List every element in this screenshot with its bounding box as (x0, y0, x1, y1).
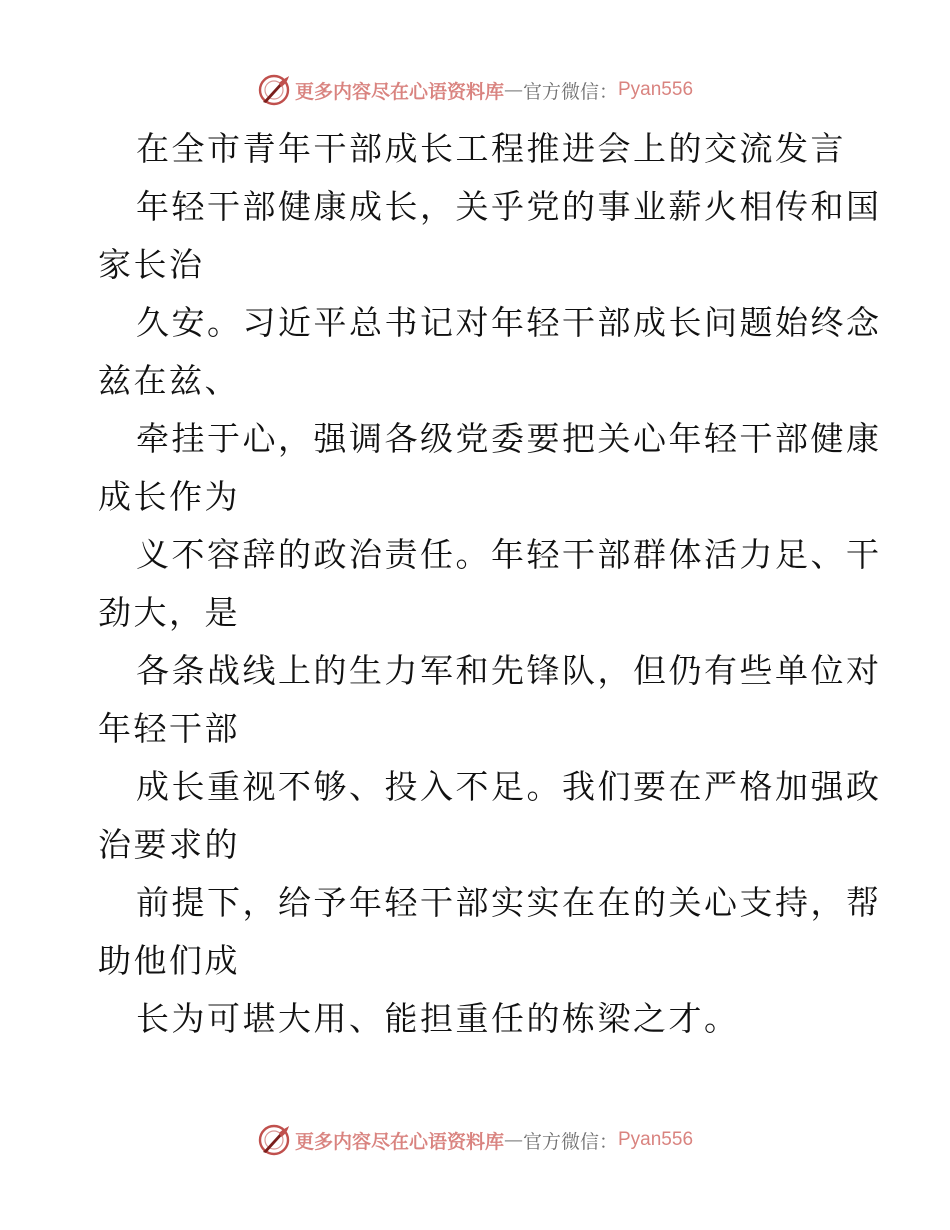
watermark-separator: — (503, 79, 523, 101)
watermark-wechat-label: 官方微信： (522, 1130, 618, 1153)
body-line: 劲大，是 (98, 593, 240, 632)
body-line: 年轻干部健康成长，关乎党的事业薪火相传和国 (136, 187, 882, 226)
header-watermark (0, 70, 950, 110)
body-line: 各条战线上的生力军和先锋队，但仍有些单位对 (136, 651, 882, 690)
body-line: 成长重视不够、投入不足。我们要在严格加强政 (136, 767, 882, 806)
body-line: 前提下，给予年轻干部实实在在的关心支持，帮 (136, 883, 882, 922)
body-line: 助他们成 (98, 941, 240, 980)
watermark-separator: — (503, 1129, 523, 1151)
watermark-brand: 更多内容尽在心语资料库 (294, 1130, 504, 1153)
body-line: 兹在兹、 (98, 361, 240, 400)
quill-seal-icon (257, 73, 291, 107)
body-line: 久安。习近平总书记对年轻干部成长问题始终念 (136, 303, 882, 342)
watermark-wechat-label: 官方微信： (522, 80, 618, 103)
document-title: 在全市青年干部成长工程推进会上的交流发言 (136, 129, 846, 168)
body-line: 牵挂于心，强调各级党委要把关心年轻干部健康 (136, 419, 882, 458)
watermark-wechat-id: Pyan556 (618, 1129, 694, 1150)
document-body (98, 120, 882, 1048)
body-line: 年轻干部 (98, 709, 240, 748)
body-line: 义不容辞的政治责任。年轻干部群体活力足、干 (136, 535, 882, 574)
watermark-wechat-id: Pyan556 (618, 79, 694, 100)
quill-seal-icon (257, 1123, 291, 1157)
body-line: 家长治 (98, 245, 205, 284)
watermark-brand: 更多内容尽在心语资料库 (294, 80, 504, 103)
body-line: 治要求的 (98, 825, 240, 864)
body-line: 长为可堪大用、能担重任的栋梁之才。 (136, 999, 740, 1038)
body-line: 成长作为 (98, 477, 240, 516)
footer-watermark (0, 1120, 950, 1160)
